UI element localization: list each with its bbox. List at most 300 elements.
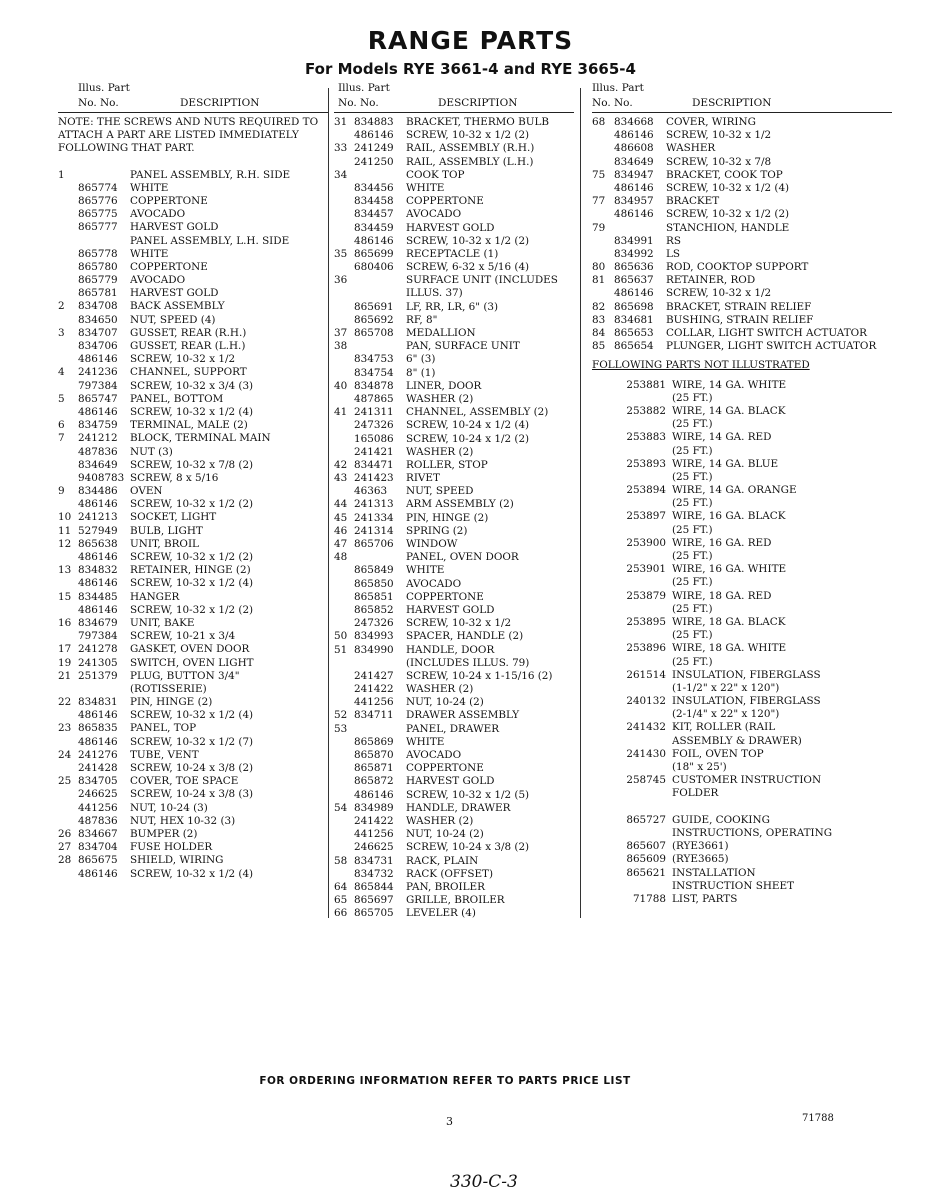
part-row [592, 669, 892, 682]
part-description: WIRE, 18 GA. WHITE [672, 642, 787, 655]
part-description: SCREW, 10-24 x 1-15/16 (2) [406, 669, 553, 682]
part-number [592, 524, 672, 537]
part-row [334, 498, 574, 511]
part-row [58, 446, 328, 459]
part-row [334, 274, 574, 287]
part-number: 246625 [78, 788, 118, 801]
illus-number: 81 [592, 274, 606, 287]
part-row [334, 591, 574, 604]
part-row [592, 431, 892, 444]
illus-number: 50 [334, 630, 348, 643]
part-row [334, 723, 574, 736]
part-number: 865607 [626, 840, 666, 853]
illus-number: 23 [58, 722, 72, 735]
illus-number: 15 [58, 590, 72, 603]
illus-number: 68 [592, 116, 606, 128]
part-row [334, 578, 574, 591]
part-row [58, 868, 328, 881]
part-description: SCREW, 6-32 x 5/16 (4) [406, 261, 530, 274]
part-number [614, 222, 666, 235]
part-row [592, 787, 892, 800]
part-number: 865777 [78, 221, 118, 234]
part-description: PAN, SURFACE UNIT [406, 340, 520, 353]
part-description: SWITCH, OVEN LIGHT [130, 656, 254, 669]
part-row [334, 169, 574, 182]
illus-number: 24 [58, 748, 72, 761]
illus-number [58, 762, 78, 775]
part-description: RACK, PLAIN [406, 854, 479, 867]
part-description: COPPERTONE [130, 194, 208, 207]
illus-part-label: Illus. Part [338, 82, 390, 94]
part-description: SCREW, 10-32 x 7/8 [666, 155, 772, 168]
part-row [592, 603, 892, 616]
part-number [592, 801, 672, 814]
part-row [334, 789, 574, 802]
illus-number [58, 261, 78, 274]
not-illustrated-heading: FOLLOWING PARTS NOT ILLUSTRATED [592, 359, 810, 372]
part-description: WHITE [406, 735, 445, 748]
part-description: GASKET, OVEN DOOR [130, 643, 250, 656]
part-number: 834711 [354, 709, 394, 722]
part-row [58, 287, 328, 300]
part-number: 834947 [614, 168, 654, 181]
part-row [592, 629, 892, 642]
part-row [334, 116, 574, 129]
part-row [58, 248, 328, 261]
part-description: FOIL, OVEN TOP [672, 747, 764, 760]
part-number: 241334 [354, 511, 394, 524]
part-description: SCREW, 10-32 x 1/2 (4) [130, 867, 254, 880]
part-number: 486146 [354, 129, 394, 142]
part-number: 834989 [354, 801, 394, 814]
part-row [592, 616, 892, 629]
part-number: 865621 [626, 866, 666, 879]
part-row [592, 761, 892, 774]
part-row [334, 815, 574, 828]
part-row [592, 142, 892, 155]
illus-number [592, 129, 614, 142]
part-description: INSULATION, FIBERGLASS [672, 668, 821, 681]
part-row [592, 274, 892, 287]
illus-number: 64 [334, 880, 348, 893]
illus-number: 2 [58, 300, 65, 313]
part-row [334, 855, 574, 868]
illus-number [58, 802, 78, 815]
part-number [592, 629, 672, 642]
part-row [592, 867, 892, 880]
part-description: SCREW, 10-24 x 1/2 (2) [406, 432, 530, 445]
illus-number [58, 604, 78, 617]
illus-number [592, 287, 614, 300]
part-description: COPPERTONE [406, 195, 484, 208]
part-number: 865851 [354, 590, 394, 603]
part-description: HANDLE, DOOR [406, 643, 495, 656]
part-number: 241278 [78, 643, 118, 656]
part-row [58, 854, 328, 867]
part-number: 865699 [354, 247, 394, 260]
illus-number [334, 736, 354, 749]
part-row [592, 471, 892, 484]
part-description: GUIDE, COOKING [672, 813, 770, 826]
part-number: 834679 [78, 616, 118, 629]
part-number: 834486 [78, 485, 118, 498]
illus-number: 75 [592, 168, 606, 181]
part-description: BRACKET [666, 195, 720, 208]
illus-part-label: Illus. Part [78, 82, 130, 94]
illus-number [334, 868, 354, 881]
part-row [592, 222, 892, 235]
part-number [592, 735, 672, 748]
part-description: (RYE3661) [672, 840, 729, 853]
part-description: PANEL, OVEN DOOR [406, 551, 519, 564]
part-row [592, 314, 892, 327]
part-description: WASHER [666, 142, 716, 155]
part-row [58, 749, 328, 762]
part-number [354, 340, 406, 353]
part-number: 865727 [626, 813, 666, 826]
part-number: 865844 [354, 880, 394, 893]
part-row [58, 314, 328, 327]
illus-number: 51 [334, 643, 348, 656]
part-number: 486146 [78, 405, 118, 418]
page-subtitle: For Models RYE 3661-4 and RYE 3665-4 [305, 60, 636, 78]
illus-number [334, 815, 354, 828]
part-number: 241213 [78, 511, 118, 524]
part-row [592, 563, 892, 576]
screws-note: NOTE: THE SCREWS AND NUTS REQUIRED TO ATTACH A PART ARE LISTED IMMEDIATELY FOLLOWING THAT PART. [58, 116, 319, 155]
part-row [58, 643, 328, 656]
illus-number [334, 683, 354, 696]
part-number: 834991 [614, 234, 654, 247]
description-label: DESCRIPTION [180, 97, 260, 109]
part-description: GUSSET, REAR (R.H.) [130, 326, 247, 339]
illus-number [334, 446, 354, 459]
part-row [58, 775, 328, 788]
part-number: 486146 [78, 603, 118, 616]
part-number: 834708 [78, 300, 118, 313]
part-row [334, 261, 574, 274]
part-row [592, 748, 892, 761]
part-row [334, 129, 574, 142]
illus-number: 44 [334, 498, 348, 511]
part-number: 241432 [626, 721, 666, 734]
part-number: 241313 [354, 498, 394, 511]
part-row [58, 736, 328, 749]
part-row [58, 841, 328, 854]
illus-number: 35 [334, 247, 348, 260]
part-row [592, 537, 892, 550]
part-number: 241236 [78, 366, 118, 379]
part-row [592, 301, 892, 314]
part-row [592, 853, 892, 866]
part-description: STANCHION, HANDLE [666, 221, 790, 234]
part-description: NUT, 10-24 (3) [130, 801, 208, 814]
part-number: 865692 [354, 313, 394, 326]
not-illustrated-list [592, 379, 892, 907]
part-row [58, 419, 328, 432]
part-description: CUSTOMER INSTRUCTION [672, 774, 822, 787]
part-description: ARM ASSEMBLY (2) [406, 498, 514, 511]
part-description: WIRE, 14 GA. WHITE [672, 378, 787, 391]
part-number: 865653 [614, 327, 654, 339]
part-row [58, 327, 328, 340]
part-row [592, 524, 892, 537]
part-description: PAN, BROILER [406, 880, 485, 893]
part-number: 865747 [78, 392, 118, 405]
illus-number: 17 [58, 643, 72, 656]
part-row [334, 314, 574, 327]
part-description: RECEPTACLE (1) [406, 247, 499, 260]
part-description: NUT, 10-24 (2) [406, 696, 484, 709]
part-number [592, 471, 672, 484]
part-row [592, 735, 892, 748]
illus-number: 34 [334, 168, 348, 181]
part-row [58, 696, 328, 709]
part-description: PANEL ASSEMBLY, L.H. SIDE [130, 234, 290, 247]
part-number: 834731 [354, 854, 394, 867]
part-description: NUT (3) [130, 445, 173, 458]
part-description: RETAINER, HINGE (2) [130, 564, 251, 577]
part-row [334, 208, 574, 221]
part-number [354, 551, 406, 564]
part-number [592, 550, 672, 563]
part-row [592, 721, 892, 734]
illus-number: 25 [58, 775, 72, 788]
part-row [592, 195, 892, 208]
illus-number [58, 235, 78, 248]
part-row [334, 485, 574, 498]
part-row [58, 525, 328, 538]
part-number: 834707 [78, 326, 118, 339]
part-row [592, 827, 892, 840]
part-row [592, 642, 892, 655]
part-number [354, 169, 406, 182]
part-row [58, 630, 328, 643]
part-description: BLOCK, TERMINAL MAIN [130, 432, 271, 445]
part-number: 865708 [354, 327, 394, 339]
part-description: SCREW, 10-24 x 3/8 (2) [406, 841, 530, 854]
part-description: SHIELD, WIRING [130, 854, 224, 867]
part-description: SCREW, 8 x 5/16 [130, 471, 219, 484]
part-row [592, 656, 892, 669]
part-row [334, 353, 574, 366]
part-number: 834668 [614, 116, 654, 128]
header-rule [58, 112, 328, 113]
illus-number [334, 261, 354, 274]
part-row [334, 222, 574, 235]
part-number: 865850 [354, 577, 394, 590]
illus-number [334, 301, 354, 314]
part-description: (25 FT.) [672, 418, 713, 431]
part-number: 241427 [354, 669, 394, 682]
part-number: 253901 [626, 563, 666, 576]
part-description: SCREW, 10-32 x 1/2 (4) [666, 181, 790, 194]
part-description: RIVET [406, 472, 440, 485]
part-number [592, 761, 672, 774]
illus-number [334, 617, 354, 630]
part-description: COVER, WIRING [666, 116, 756, 128]
illus-number [592, 142, 614, 155]
part-description: WASHER (2) [406, 445, 474, 458]
part-description: (25 FT.) [672, 391, 713, 404]
part-description: WHITE [406, 181, 445, 194]
no-no-label: No. No. [78, 97, 119, 109]
part-description: PLUG, BUTTON 3/4" [130, 669, 240, 682]
part-row [592, 379, 892, 392]
illus-number: 48 [334, 551, 348, 564]
part-number: 834704 [78, 841, 118, 854]
part-description: LF, RR, LR, 6" (3) [406, 300, 499, 313]
illus-number [58, 182, 78, 195]
part-row [334, 406, 574, 419]
illus-number [58, 630, 78, 643]
part-row [58, 195, 328, 208]
part-description: SCREW, 10-32 x 1/2 [406, 617, 512, 630]
part-number: 834990 [354, 643, 394, 656]
illus-number [334, 775, 354, 788]
part-row [592, 235, 892, 248]
part-description: (25 FT.) [672, 523, 713, 536]
part-number: 253894 [626, 484, 666, 497]
part-description: MEDALLION [406, 327, 476, 339]
part-description: WIRE, 16 GA. RED [672, 536, 772, 549]
part-number: 486146 [78, 709, 118, 722]
part-description: SCREW, 10-32 x 1/2 (4) [130, 405, 254, 418]
part-row [58, 485, 328, 498]
part-description: CHANNEL, ASSEMBLY (2) [406, 406, 549, 419]
part-description: SOCKET, LIGHT [130, 511, 217, 524]
part-number: 865698 [614, 300, 654, 313]
part-number: 834754 [354, 366, 394, 379]
illus-number: 4 [58, 366, 65, 379]
part-number: 486146 [614, 287, 654, 300]
part-row [334, 472, 574, 485]
illus-number [58, 551, 78, 564]
part-number [592, 576, 672, 589]
part-description: LIST, PARTS [672, 892, 738, 905]
part-description: OVEN [130, 485, 163, 498]
part-description: COOK TOP [406, 168, 465, 181]
part-description: SCREW, 10-32 x 1/2 (7) [130, 735, 254, 748]
illus-number [58, 274, 78, 287]
parts-list [592, 116, 892, 353]
part-description: WIRE, 14 GA. RED [672, 431, 772, 444]
part-number: 253879 [626, 589, 666, 602]
part-row [334, 287, 574, 300]
part-number: 865675 [78, 854, 118, 867]
part-number: 241422 [354, 814, 394, 827]
part-number [354, 274, 406, 287]
illus-number [334, 314, 354, 327]
part-row [592, 497, 892, 510]
illus-number [58, 195, 78, 208]
illus-number: 54 [334, 801, 348, 814]
part-row [58, 604, 328, 617]
part-number: 241311 [354, 406, 394, 419]
part-description: LINER, DOOR [406, 379, 482, 392]
illus-number [334, 604, 354, 617]
illus-number: 38 [334, 340, 348, 353]
part-description: AVOCADO [130, 208, 186, 221]
part-number: 834485 [78, 590, 118, 603]
part-number [354, 657, 406, 670]
part-description: INSTALLATION [672, 866, 756, 879]
part-row [334, 841, 574, 854]
part-description: HARVEST GOLD [406, 775, 495, 788]
illus-number [334, 841, 354, 854]
column-header [58, 82, 328, 116]
part-row [334, 762, 574, 775]
part-description [672, 801, 892, 814]
part-row [58, 802, 328, 815]
illus-number: 13 [58, 564, 72, 577]
illus-number: 43 [334, 472, 348, 485]
illus-number [58, 736, 78, 749]
part-row [334, 433, 574, 446]
part-row [58, 208, 328, 221]
part-description: WIRE, 14 GA. BLUE [672, 457, 779, 470]
illus-number: 41 [334, 406, 348, 419]
part-row [334, 235, 574, 248]
part-number [354, 723, 406, 736]
illus-number: 12 [58, 537, 72, 550]
handwritten-note: 330-C-3 [450, 1172, 518, 1192]
part-number: 253882 [626, 404, 666, 417]
part-description: GRILLE, BROILER [406, 894, 505, 907]
part-number: 834458 [354, 195, 394, 208]
part-row [58, 657, 328, 670]
part-description: BRACKET, STRAIN RELIEF [666, 300, 812, 313]
part-number: 834471 [354, 458, 394, 471]
part-row [334, 195, 574, 208]
illus-number: 45 [334, 511, 348, 524]
part-description: RETAINER, ROD [666, 274, 756, 287]
part-description: BACK ASSEMBLY [130, 300, 225, 313]
parts-list [334, 116, 574, 920]
part-description: SCREW, 10-24 x 1/2 (4) [406, 419, 530, 432]
description-label: DESCRIPTION [692, 97, 772, 109]
part-description: WIRE, 14 GA. BLACK [672, 404, 786, 417]
part-number: 865849 [354, 564, 394, 577]
part-number: 240132 [626, 695, 666, 708]
part-row [334, 564, 574, 577]
part-number: 834649 [78, 458, 118, 471]
part-row [58, 182, 328, 195]
part-number: 834957 [614, 195, 654, 208]
part-row [592, 590, 892, 603]
part-number: 247326 [354, 419, 394, 432]
illus-number [58, 353, 78, 366]
document-number: 71788 [802, 1113, 834, 1124]
header-rule [334, 112, 574, 113]
illus-number [334, 353, 354, 366]
part-row [334, 630, 574, 643]
part-description: SCREW, 10-32 x 1/2 (4) [130, 577, 254, 590]
part-description: UNIT, BROIL [130, 537, 199, 550]
part-row [58, 828, 328, 841]
part-row [592, 418, 892, 431]
part-description: ILLUS. 37) [406, 287, 463, 300]
parts-list [58, 169, 328, 881]
part-description: WIRE, 18 GA. BLACK [672, 615, 786, 628]
part-number: 251379 [78, 669, 118, 682]
part-row [58, 235, 328, 248]
part-row [592, 682, 892, 695]
part-number: 834759 [78, 419, 118, 432]
part-row [58, 274, 328, 287]
part-row [334, 617, 574, 630]
part-number: 865872 [354, 775, 394, 788]
